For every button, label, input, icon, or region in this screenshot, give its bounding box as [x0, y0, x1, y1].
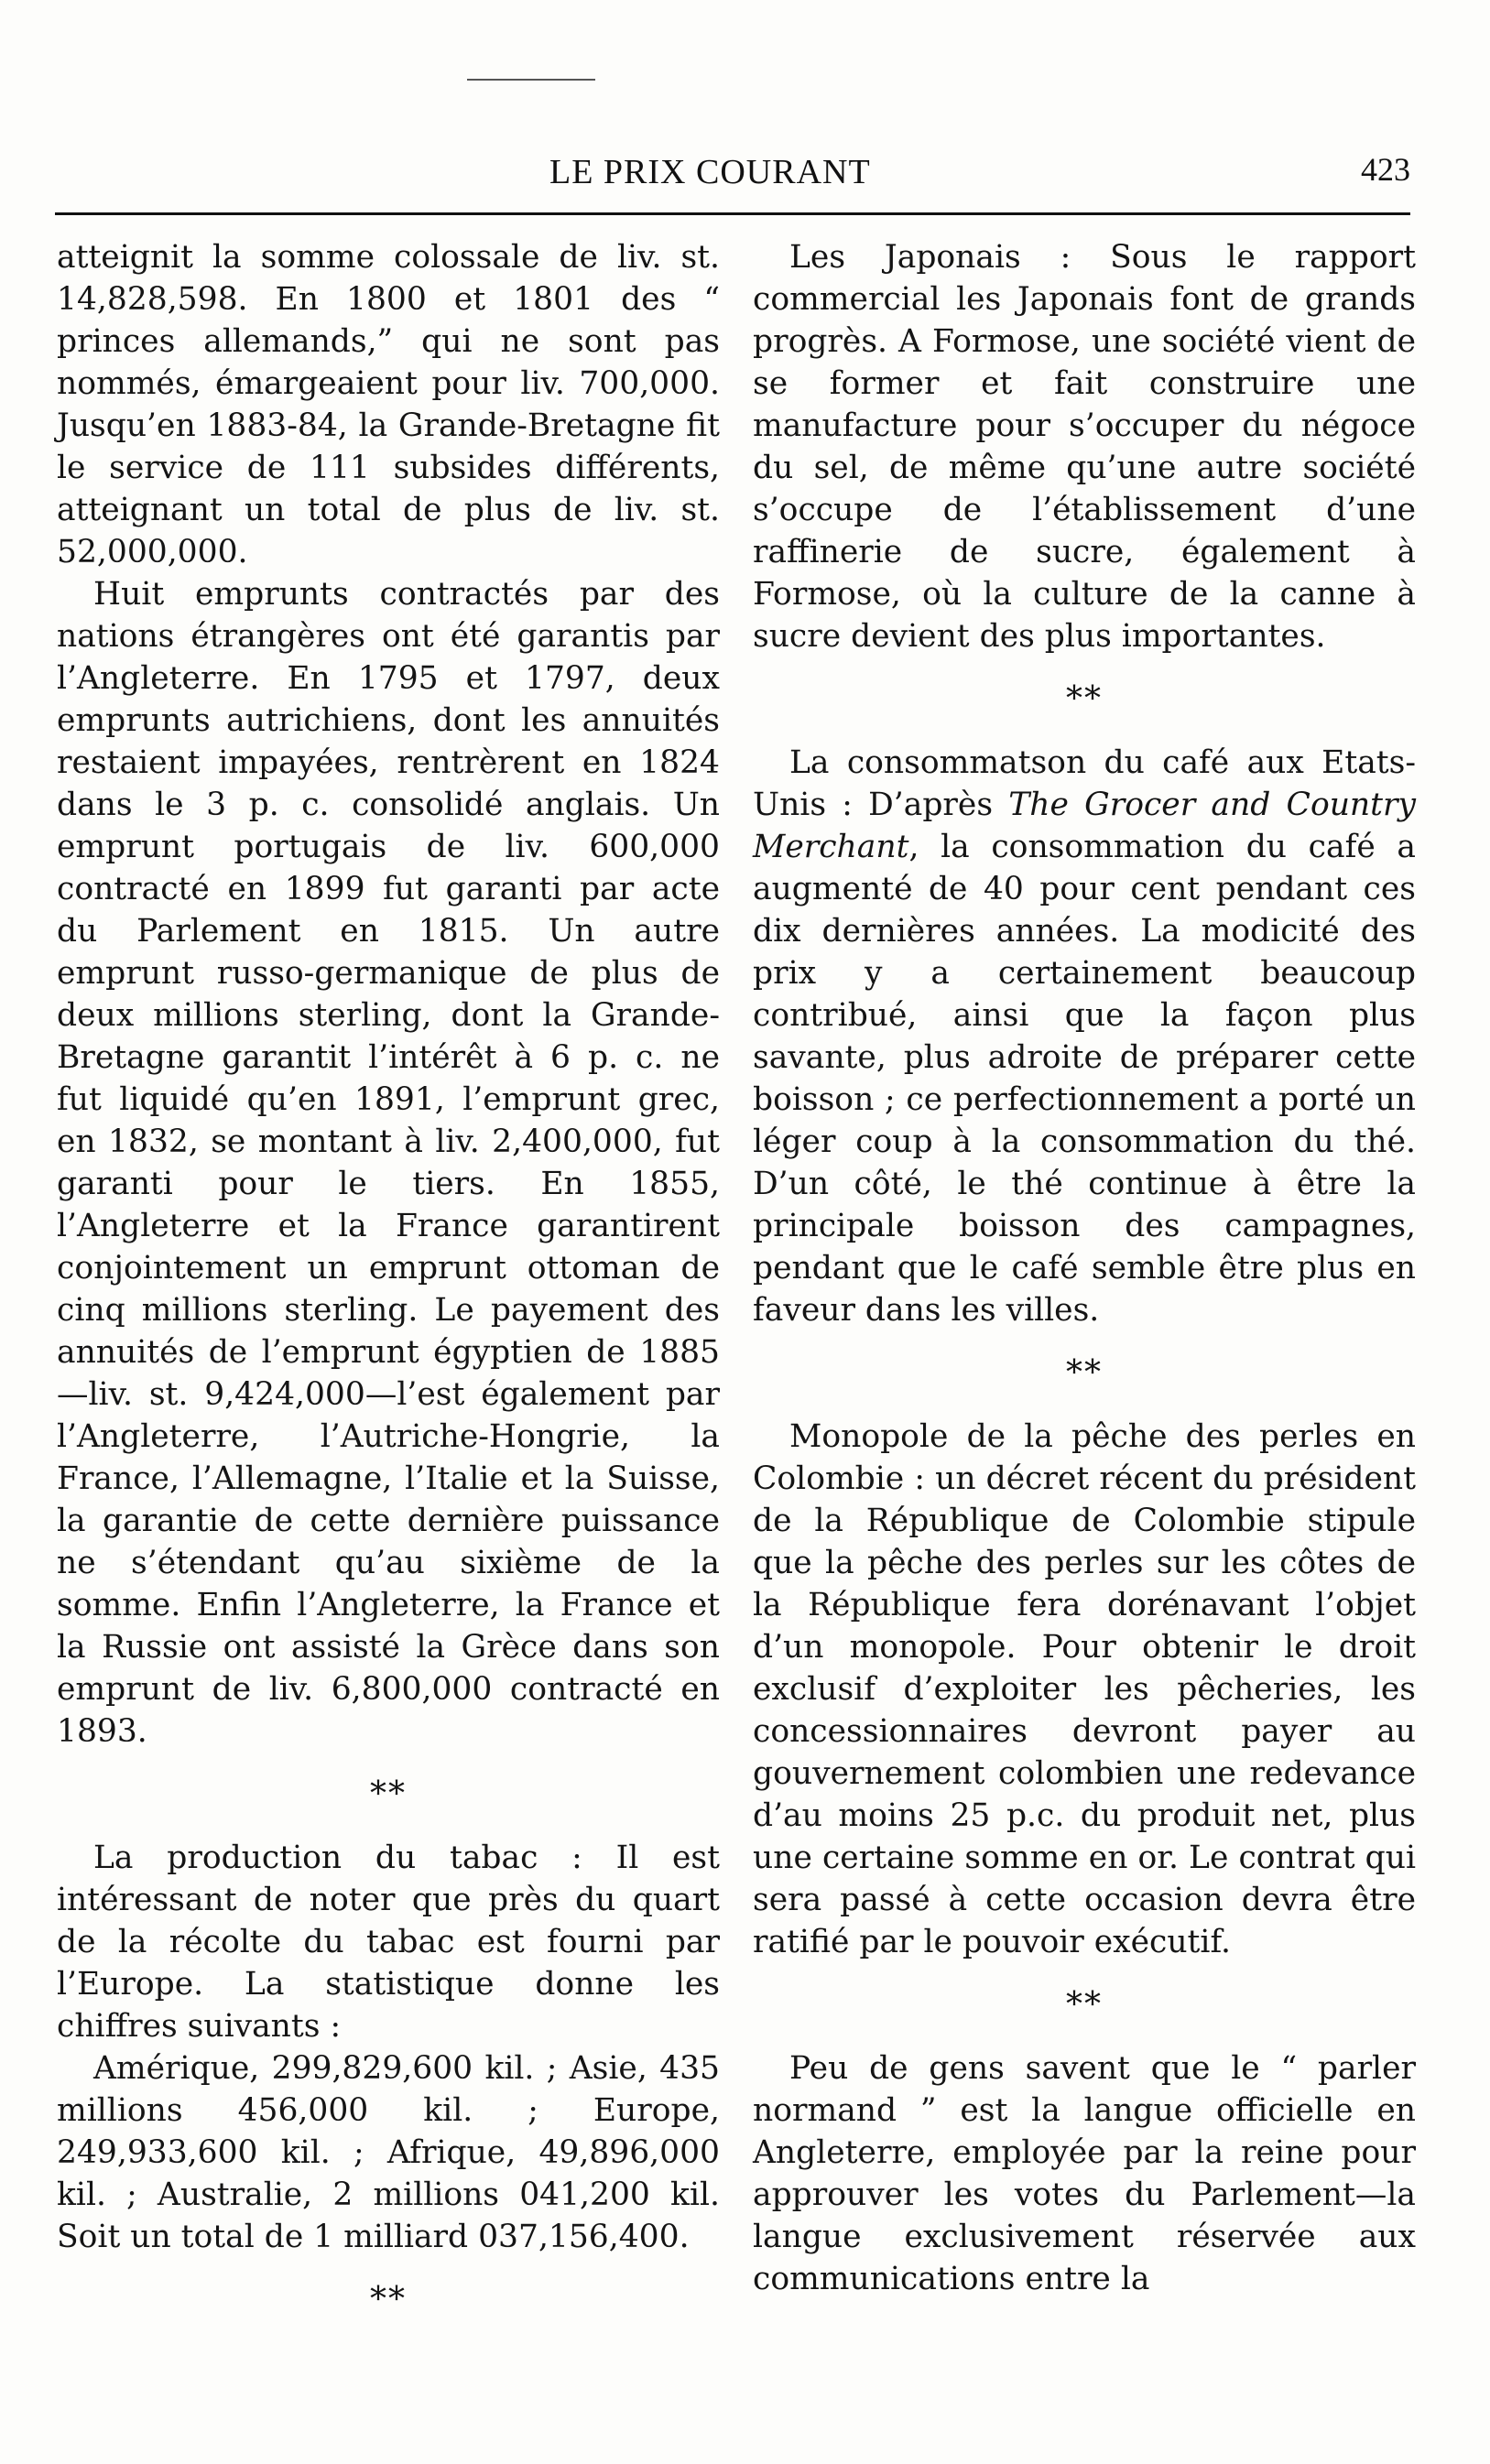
paragraph-foreign-loans: Huit emprunts contractés par des nations étrangères ont été garantis par l’Angleterre. En 1795 et 1797, deux emprunts autrichiens, dont les annuités restaient impayées, rentrèrent en 1824 dans le 3 p. c. consolidé anglais. Un emprunt portugais de liv. 600,000 contracté en 1899 fut garanti par acte du Parlement en 1815. Un autre emprunt russo-germanique de plus de deux millions sterling, dont la Grande-Bretagne garantit l’intérêt à 6 p. c. ne fut liquidé qu’en 1891, l’emprunt grec, en 1832, se montant à liv. 2,400,000, fut garanti pour le tiers. En 1855, l’Angleterre et la France garantirent conjointement un emprunt ottoman de cinq millions sterling. Le payement des annuités de l’emprunt égyptien de 1885—liv. st. 9,424,000—l’est également par l’Angleterre, l’Autriche-Hongrie, la France, l’Allemagne, l’Italie et la Suisse, la garantie de cette dernière puissance ne s’étendant qu’au sixième de la somme. Enfin l’Angleterre, la France et la Russie ont assisté la Grèce dans son emprunt de liv. 6,800,000 contracté en 1893.	[57, 576, 720, 1750]
section-separator	[753, 1963, 1416, 2047]
paragraph-tobacco-figures: Amérique, 299,829,600 kil. ; Asie, 435 millions 456,000 kil. ; Europe, 249,933,600 kil. ; Afrique, 49,896,000 kil. ; Australie, 2 millions 041,200 kil. Soit un total de 1 milliard 037,156,400.	[57, 2050, 720, 2255]
separator-asterisks: **	[1066, 1354, 1103, 1392]
coffee-text-rest: , la consommation du café a augmenté de 40 pour cent pendant ces dix dernières années. La modicité des prix y a certainement beaucoup contribué, ainsi que la façon plus savante, plus adroite de préparer cette boisson ; ce perfectionnement a porté un léger coup à la consommation du thé. D’un côté, le thé continue à être la principale boisson des campagnes, pendant que le café semble être plus en faveur dans les villes.	[753, 829, 1416, 1329]
page-number: 423	[1361, 151, 1410, 188]
top-stray-rule	[467, 79, 595, 81]
section-separator	[753, 1331, 1416, 1416]
separator-asterisks: **	[370, 1775, 407, 1813]
section-separator	[753, 657, 1416, 742]
separator-asterisks: **	[1066, 1986, 1103, 2024]
paragraph-coffee-consumption	[753, 742, 1416, 1331]
section-separator	[57, 2258, 720, 2342]
running-header	[55, 147, 1410, 201]
paragraph-subsidies-continued: atteignit la somme colossale de liv. st. 14,828,598. En 1800 et 1801 des “ princes allemands,” qui ne sont pas nommés, émargeaient pour liv. 700,000. Jusqu’en 1883-84, la Grande-Bretagne fit le service de 111 subsides différents, atteignant un total de plus de liv. st. 52,000,000.	[57, 239, 720, 570]
separator-asterisks: **	[1066, 680, 1103, 718]
journal-title: LE PRIX COURANT	[549, 153, 871, 191]
paragraph-norman-language: Peu de gens savent que le “ parler normand ” est la langue officielle en Angleterre, employée par la reine pour approuver les votes du Parlement—la langue exclusivement réservée aux communications entre la	[753, 2050, 1416, 2297]
section-separator	[57, 1753, 720, 1837]
paragraph-tobacco-production: La production du tabac : Il est intéressant de noter que près du quart de la récolte du tabac est fourni par l’Europe. La statistique donne les chiffres suivants :	[57, 1840, 720, 2045]
paragraph-japanese-commerce: Les Japonais : Sous le rapport commercial les Japonais font de grands progrès. A Formose, une société vient de se former et fait construire une manufacture pour s’occuper du négoce du sel, de même qu’une autre société s’occupe de l’établissement d’une raffinerie de sucre, également à Formose, où la culture de la canne à sucre devient des plus importantes.	[753, 239, 1416, 655]
left-column	[57, 236, 720, 2342]
right-column	[753, 236, 1416, 2300]
journal-name-italic: The Grocer and Country Merchant	[753, 787, 1416, 865]
paragraph-pearl-monopoly: Monopole de la pêche des perles en Colombie : un décret récent du président de la République de Colombie stipule que la pêche des perles sur les côtes de la République fera dorénavant l’objet d’un monopole. Pour obtenir le droit exclusif d’exploiter les pêcheries, les concessionnaires devront payer au gouvernement colombien une redevance d’au moins 25 p.c. du produit net, plus une certaine somme en or. Le contrat qui sera passé à cette occasion devra être ratifié par le pouvoir exécutif.	[753, 1418, 1416, 1960]
separator-asterisks: **	[370, 2281, 407, 2318]
header-rule	[55, 212, 1410, 215]
coffee-text-start: La consommatson du café aux Etats-Unis : D’après	[753, 744, 1416, 823]
